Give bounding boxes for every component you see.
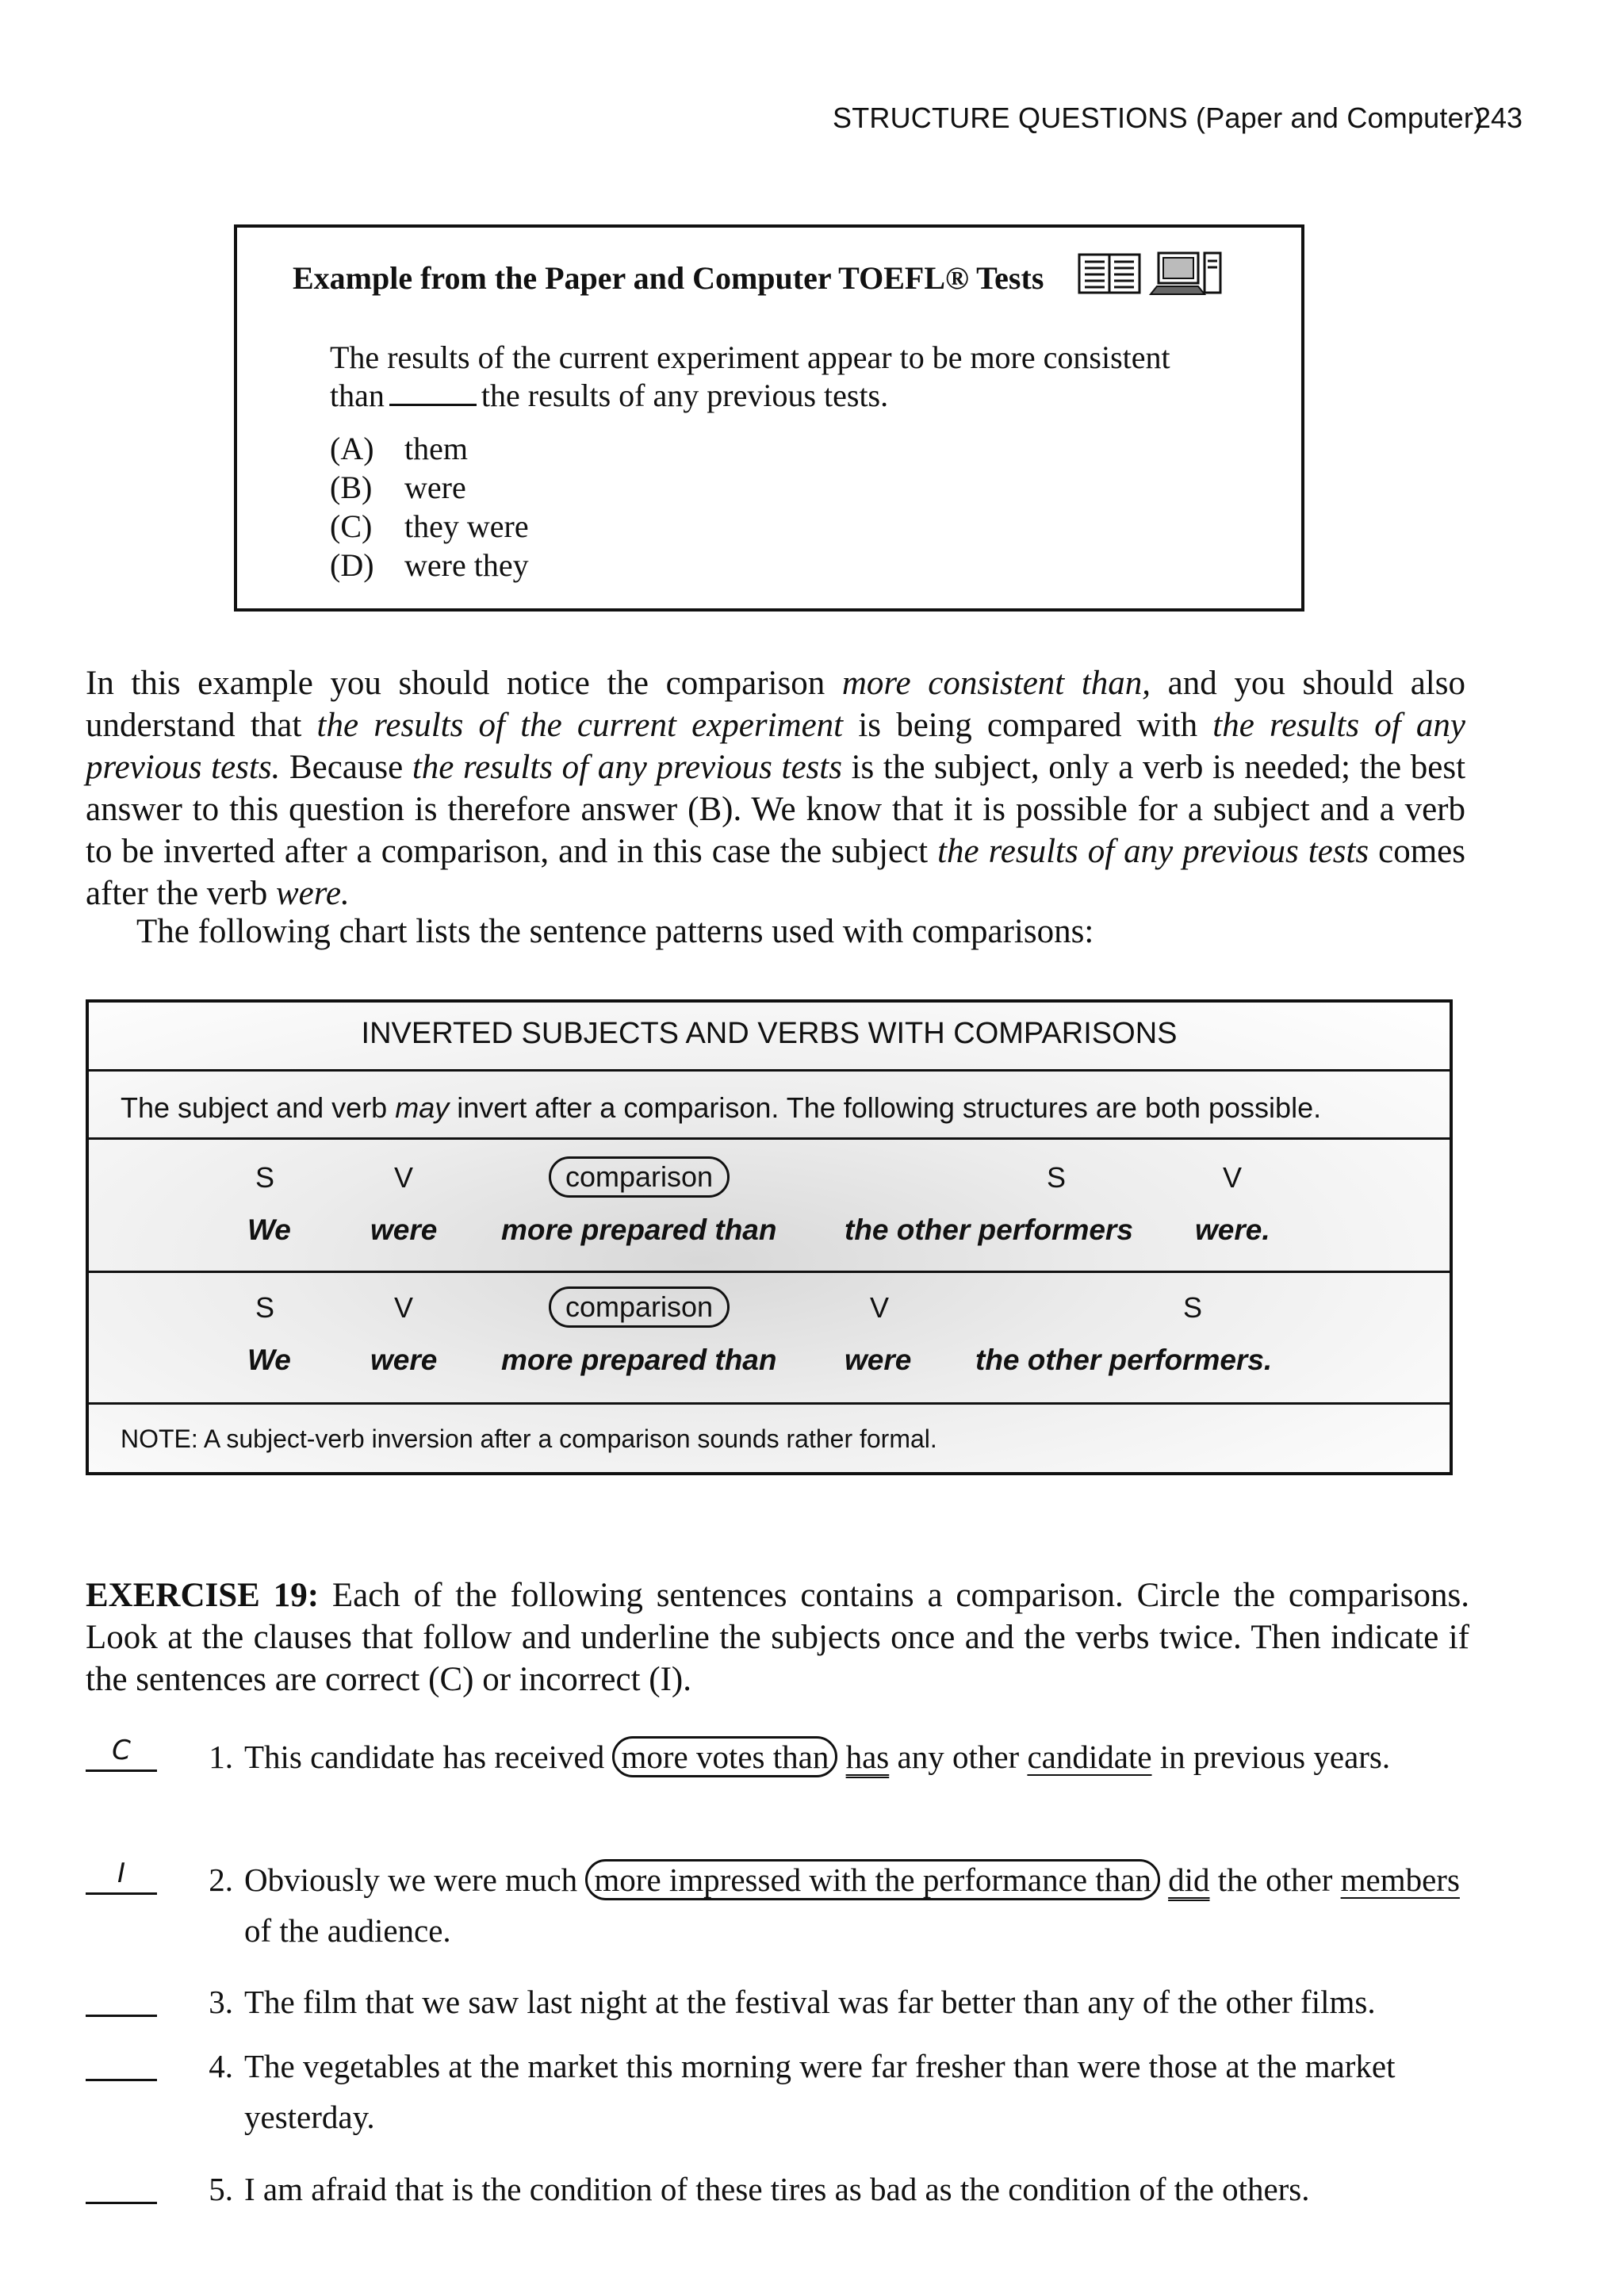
row1-label-s2: S <box>1047 1161 1067 1194</box>
row2-comparison-label: comparison <box>549 1286 730 1328</box>
example-heading: Example from the Paper and Computer TOEFL® Tests <box>293 260 1044 296</box>
row1-word-subject: the other performers <box>845 1214 1133 1246</box>
row2-label-v: V <box>394 1291 414 1324</box>
underlined-subject: members <box>1340 1861 1460 1898</box>
row2-word-were: were <box>370 1344 438 1376</box>
answer-line[interactable]: C <box>86 1731 157 1772</box>
chart-intro: The following chart lists the sentence patterns used with comparisons: <box>136 913 1094 950</box>
exercise-item-2 <box>86 1854 1481 1957</box>
exercise-item-3 <box>86 1977 1481 2032</box>
row2-word-verb: were <box>845 1344 912 1376</box>
item-number: 5. <box>209 2171 233 2207</box>
row2-word-subject: the other performers. <box>975 1344 1273 1376</box>
example-question <box>330 339 1202 415</box>
row1-word-verb: were. <box>1195 1214 1270 1246</box>
exercise-instructions: EXERCISE 19: Each of the following sentences contains a comparison. Circle the comparisons. Look at the clauses that follow and underline the subjects once and the verbs twice. Then indicate if the sentences are correct (C) or incorrect (I). <box>86 1577 1469 1698</box>
chart-description: The subject and verb may invert after a comparison. The following structures are both possible. <box>121 1091 1322 1124</box>
explanation-paragraph: In this example you should notice the comparison more consistent than, and you should also understand that the results of the current experiment is being compared with the results of any previous tests. Because the results of any previous tests is the subject, only a verb is needed; the best answer to this question is therefore answer (B). We know that it is possible for a subject and a verb to be inverted after a comparison, and in this case the subject the results of any previous tests comes after the verb were. <box>86 665 1466 912</box>
row1-label-v: V <box>394 1161 414 1194</box>
double-underlined-verb: has <box>845 1739 890 1775</box>
example-box <box>234 224 1304 612</box>
exercise-item-4 <box>86 2041 1481 2144</box>
question-text-end: the results of any previous tests. <box>481 378 889 413</box>
answer-line[interactable] <box>86 2041 157 2081</box>
running-head: STRUCTURE QUESTIONS (Paper and Computer) <box>833 102 1484 134</box>
item-text: Obviously we were much more impressed with the performance than did the other members of the audience. <box>244 1854 1481 1956</box>
answer-line[interactable] <box>86 1977 157 2017</box>
computer-icon <box>1149 250 1228 297</box>
question-text-start: The results of the current experiment appear to be more consistent than <box>330 339 1170 413</box>
double-underlined-verb: did <box>1168 1861 1210 1898</box>
answer-blank <box>389 380 477 406</box>
item-number: 2. <box>209 1861 233 1898</box>
item-text: The vegetables at the market this morning were far fresher than were those at the market yesterday. <box>244 2048 1396 2135</box>
row1-word-we: We <box>247 1214 291 1246</box>
item-number: 3. <box>209 1984 233 2020</box>
chart-title: INVERTED SUBJECTS AND VERBS WITH COMPARISONS <box>361 1017 1178 1050</box>
row2-word-we: We <box>247 1344 291 1376</box>
row2-label-s: S <box>255 1291 275 1324</box>
row1-word-comparison: more prepared than <box>501 1214 777 1246</box>
row2-word-comparison: more prepared than <box>501 1344 777 1376</box>
item-number: 1. <box>209 1739 233 1775</box>
row1-word-were: were <box>370 1214 438 1246</box>
exercise-item-5 <box>86 2164 1481 2219</box>
circled-comparison: more votes than <box>612 1736 837 1777</box>
exercise-item-1 <box>86 1731 1481 1835</box>
item-number: 4. <box>209 2048 233 2084</box>
grammar-chart <box>86 999 1453 1475</box>
option-d: (D) were they <box>330 547 529 583</box>
option-b: (B) were <box>330 470 466 505</box>
item-text: The film that we saw last night at the festival was far better than any of the other films. <box>244 1984 1376 2020</box>
answer-line[interactable] <box>86 2164 157 2204</box>
item-text: I am afraid that is the condition of these tires as bad as the condition of the others. <box>244 2171 1310 2207</box>
option-c: (C) they were <box>330 508 529 544</box>
item-text: This candidate has received more votes than has any other candidate in previous years. <box>244 1731 1481 1782</box>
option-a: (A) them <box>330 431 468 466</box>
circled-comparison: more impressed with the performance than <box>585 1859 1159 1900</box>
page-number: 243 <box>1475 102 1523 134</box>
book-icon <box>1078 253 1141 294</box>
row2-label-s2: S <box>1183 1291 1203 1324</box>
answer-line[interactable]: I <box>86 1854 157 1895</box>
row1-label-v2: V <box>1223 1161 1243 1194</box>
row2-label-v2: V <box>870 1291 890 1324</box>
row1-label-s: S <box>255 1161 275 1194</box>
chart-note: NOTE: A subject-verb inversion after a comparison sounds rather formal. <box>121 1424 937 1453</box>
underlined-subject: candidate <box>1027 1739 1152 1775</box>
row1-comparison-label: comparison <box>549 1156 730 1198</box>
